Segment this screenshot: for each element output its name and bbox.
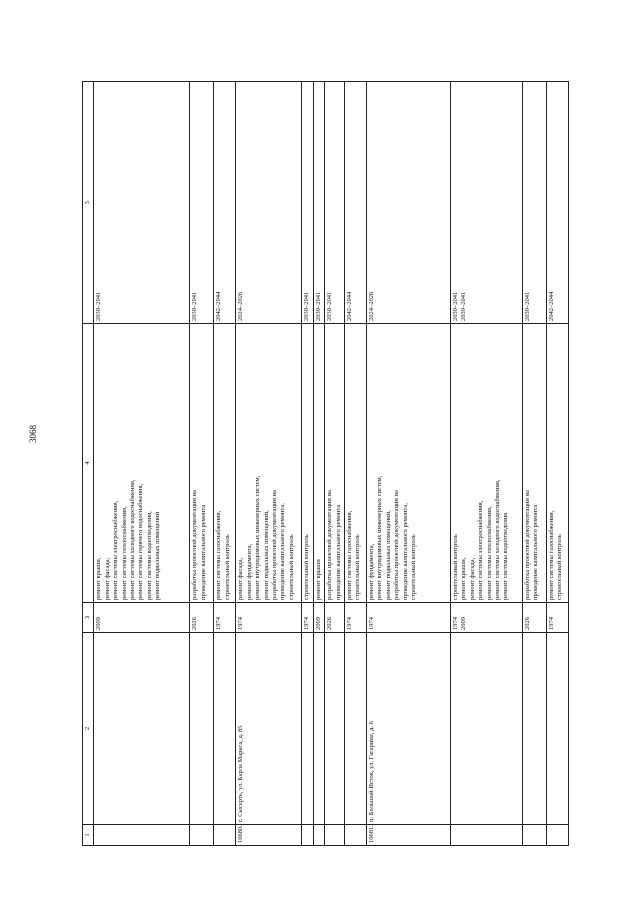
work-cell [345,324,367,603]
year-value: 2009 [460,617,468,630]
period-cell [236,82,302,324]
address-cell [345,633,367,825]
work-cell [523,324,547,603]
repair-schedule-table [82,81,569,846]
year-cell [236,603,302,633]
work-line: строительный контроль [223,534,231,600]
address-cell [190,633,214,825]
period-value: 2042–2044 [548,291,556,321]
period-value: 2024–2026 [237,291,245,321]
column-header: 2 [83,633,94,825]
work-line: ремонт системы электроснабжения, [477,500,485,600]
work-line: ремонт системы теплоснабжения, [120,506,128,600]
period-value: 2039–2041 [326,291,334,321]
rotated-sheet [82,82,604,846]
work-cell [190,324,214,603]
table-row [214,82,236,846]
rotated-table-container [82,82,604,846]
work-cell [94,324,190,603]
year-value: 1974 [237,617,245,630]
year-value: 2009 [314,617,322,630]
work-line: ремонт системы холодного водоснабжения, [494,479,502,600]
period-value: 2039–2041 [303,291,311,321]
year-cell [451,603,523,633]
period-value: 2024–2026 [368,291,376,321]
work-line: ремонт системы газоснабжения, [215,510,223,600]
work-cell [214,324,236,603]
year-value: 2009 [95,617,103,630]
period-value: 2042–2044 [346,291,354,321]
work-line: ремонт крыши, [95,557,103,600]
period-cell [345,82,367,324]
year-cell [94,603,190,633]
row-number-cell [313,825,324,846]
period-cell [302,82,313,324]
table-row [236,82,302,846]
work-line: ремонт системы водоотведения [502,512,510,600]
year-value: 1974 [346,617,354,630]
year-value: 1974 [368,617,376,630]
work-line: проведение капитального ремонта [532,504,540,600]
row-number-cell [345,825,367,846]
year-cell [313,603,324,633]
work-line: ремонт фундамента, [368,543,376,600]
table-row [367,82,451,846]
work-cell [547,324,569,603]
page-number: 3068 [28,425,38,443]
period-cell [367,82,451,324]
work-line: разработка проектной документации на [271,490,279,600]
work-line: ремонт системы газоснабжения, [548,510,556,600]
work-line: ремонт фасада, [468,557,476,600]
work-cell [451,324,523,603]
row-number-cell [451,825,523,846]
period-value: 2039–2041 [191,291,199,321]
work-line: ремонт системы холодного водоснабжения, [129,479,137,600]
row-number-cell [523,825,547,846]
work-line: ремонт фасада, [103,557,111,600]
address-cell: п. Большой Исток, ул. Гагарина, д. 6 [367,633,451,825]
address-cell: г. Сысерть, ул. Карла Маркса, д. 85 [236,633,302,825]
address-cell [451,633,523,825]
address-cell [214,633,236,825]
work-line: проведение капитального ремонта [334,504,342,600]
work-cell [236,324,302,603]
column-header: 4 [83,324,94,603]
table-row [325,82,345,846]
work-cell [313,324,324,603]
period-value: 2042–2044 [215,291,223,321]
work-line: ремонт подвальных помещений, [384,510,392,600]
row-number-cell [94,825,190,846]
period-cell [325,82,345,324]
row-number-cell [547,825,569,846]
work-line: ремонт системы теплоснабжения, [485,506,493,600]
work-line: ремонт системы электроснабжения, [112,500,120,600]
address-cell [325,633,345,825]
work-cell [367,324,451,603]
year-cell [523,603,547,633]
work-line: проведение капитального ремонта [199,504,207,600]
address-cell [302,633,313,825]
column-header: 1 [83,825,94,846]
period-value: 2039–2041 [95,291,103,321]
work-line: строительный контроль [410,534,418,600]
work-line: ремонт внутридомовых инженерных систем, [254,475,262,600]
work-line: строительный контроль [452,534,460,600]
column-header: 5 [83,82,94,324]
work-line: строительный контроль [287,534,295,600]
work-line: ремонт крыши, [460,557,468,600]
year-cell [547,603,569,633]
period-value: 2039–2041 [314,291,322,321]
period-value: 2039–2041 [524,291,532,321]
work-cell [325,324,345,603]
header-row [83,82,94,846]
address-cell [313,633,324,825]
work-line: ремонт фасада, [237,557,245,600]
period-value: 2039–2041 [460,291,468,321]
work-line: строительный контроль [303,534,311,600]
address-cell [547,633,569,825]
period-cell [214,82,236,324]
work-line: ремонт внутридомовых инженерных систем, [376,475,384,600]
year-value: 2026 [524,617,532,630]
year-cell [302,603,313,633]
year-value: 2026 [191,617,199,630]
year-cell [345,603,367,633]
period-value: 2039–2041 [452,291,460,321]
year-value: 1974 [452,617,460,630]
table-row [190,82,214,846]
work-line: разработка проектной документации на [191,490,199,600]
row-number-cell: 10681. [367,825,451,846]
work-line: ремонт фундамента, [245,543,253,600]
work-line: ремонт системы газоснабжения, [346,510,354,600]
period-cell [190,82,214,324]
work-line: разработка проектной документации на [393,490,401,600]
work-line: ремонт подвальных помещений [154,511,162,600]
work-line: разработка проектной документации на [326,490,334,600]
year-value: 1974 [215,617,223,630]
year-value: 1974 [548,617,556,630]
table-row [302,82,313,846]
year-cell [325,603,345,633]
period-cell [547,82,569,324]
work-line: проведение капитального ремонта, [279,503,287,600]
table-row [451,82,523,846]
work-line: строительный контроль [556,534,564,600]
work-line: ремонт системы водоотведения, [145,511,153,600]
period-cell [451,82,523,324]
table-row [313,82,324,846]
year-cell [367,603,451,633]
row-number-cell [302,825,313,846]
work-line: строительный контроль [354,534,362,600]
row-number-cell [214,825,236,846]
table-row [94,82,190,846]
work-line: ремонт подвальных помещений, [262,510,270,600]
work-line: ремонт крыши [314,559,322,600]
row-number-cell: 10680. [236,825,302,846]
period-cell [94,82,190,324]
table-row [547,82,569,846]
work-line: ремонт системы горячего водоснабжения, [137,483,145,600]
table-row [345,82,367,846]
year-value: 2026 [326,617,334,630]
row-number-cell [190,825,214,846]
row-number-cell [325,825,345,846]
address-cell [523,633,547,825]
table-row [523,82,547,846]
address-cell [94,633,190,825]
column-header: 3 [83,603,94,633]
period-cell [523,82,547,324]
period-cell [313,82,324,324]
work-line: разработка проектной документации на [524,490,532,600]
work-cell [302,324,313,603]
year-value: 1974 [303,617,311,630]
work-line: проведение капитального ремонта, [401,503,409,600]
year-cell [190,603,214,633]
year-cell [214,603,236,633]
